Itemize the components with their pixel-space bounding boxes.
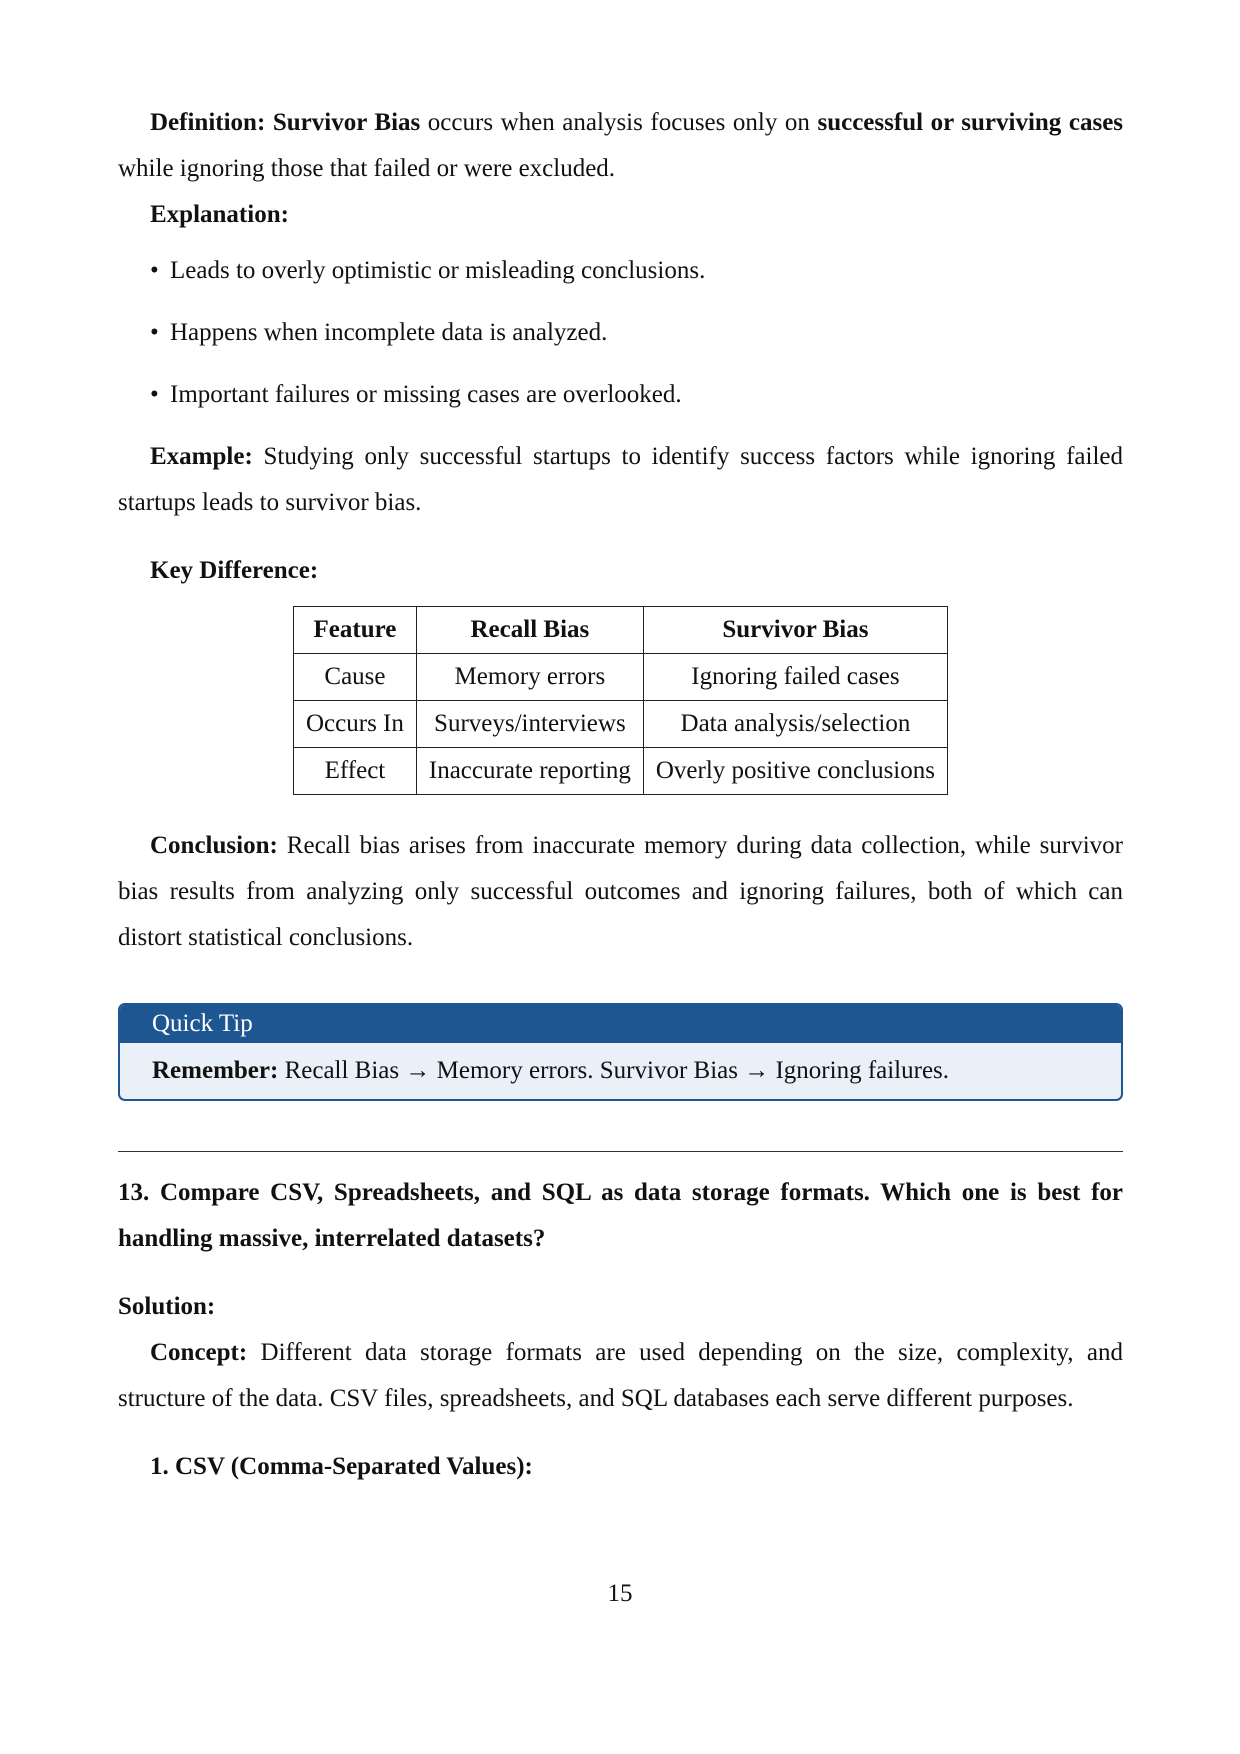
conclusion-paragraph <box>118 823 1123 961</box>
concept-text: Different data storage formats are used depending on the size, complexity, and structure of the data. CSV files, spreadsheets, and SQL databases each serve different purposes. <box>118 1339 1123 1412</box>
table-header-cell: Recall Bias <box>416 607 643 654</box>
list-item: • Leads to overly optimistic or misleading conclusions. <box>118 248 1123 294</box>
quick-tip-text: Recall Bias → Memory errors. Survivor Bias → Ignoring failures. <box>278 1057 950 1084</box>
question-heading: 13. Compare CSV, Spreadsheets, and SQL as data storage formats. Which one is best for handling massive, interrelated datasets? <box>118 1179 1123 1252</box>
explanation-list <box>118 248 1123 418</box>
page-number: 15 <box>607 1580 633 1607</box>
definition-bold-2: successful or surviving cases <box>817 109 1124 136</box>
table-cell: Overly positive conclusions <box>643 748 947 795</box>
table-row <box>294 701 948 748</box>
bullet-icon: • <box>150 257 159 284</box>
quick-tip-body <box>120 1043 1121 1099</box>
definition-paragraph <box>118 100 1123 192</box>
key-difference-label: Key Difference: <box>150 557 319 584</box>
explanation-heading <box>118 192 1123 238</box>
table-cell: Ignoring failed cases <box>643 654 947 701</box>
list-item: • Important failures or missing cases are overlooked. <box>118 372 1123 418</box>
definition-label: Definition: <box>150 109 266 136</box>
table-header-row <box>294 607 948 654</box>
section-divider <box>118 1151 1123 1152</box>
table-header-cell: Survivor Bias <box>643 607 947 654</box>
conclusion-text: Recall bias arises from inaccurate memory during data collection, while survivor bias results from analyzing only successful outcomes and ignoring failures, both of which can distort statistical conclusions. <box>118 832 1123 951</box>
solution-label: Solution: <box>118 1293 216 1320</box>
example-paragraph <box>118 434 1123 526</box>
list-item: • Happens when incomplete data is analyzed. <box>118 310 1123 356</box>
table-header-cell: Feature <box>294 607 417 654</box>
table-row <box>294 748 948 795</box>
csv-heading <box>118 1444 1123 1490</box>
page-content <box>118 100 1123 1490</box>
table-cell: Inaccurate reporting <box>416 748 643 795</box>
solution-heading <box>118 1284 1123 1330</box>
quick-tip-label: Remember: <box>152 1057 279 1084</box>
definition-text-2: while ignoring those that failed or were excluded. <box>118 155 616 182</box>
example-text: Studying only successful startups to identify success factors while ignoring failed startups leads to survivor bias. <box>118 443 1123 516</box>
conclusion-label: Conclusion: <box>150 832 278 859</box>
definition-term: Survivor Bias <box>272 109 421 136</box>
table-cell: Occurs In <box>294 701 417 748</box>
table-row <box>294 654 948 701</box>
quick-tip-box <box>118 1003 1123 1101</box>
concept-paragraph <box>118 1330 1123 1422</box>
quick-tip-title: Quick Tip <box>120 1005 1121 1043</box>
explanation-label: Explanation: <box>150 201 289 228</box>
table-cell: Surveys/interviews <box>416 701 643 748</box>
csv-heading-label: 1. CSV (Comma-Separated Values): <box>150 1453 533 1480</box>
table-cell: Cause <box>294 654 417 701</box>
definition-text-1: occurs when analysis focuses only on <box>420 109 818 136</box>
concept-label: Concept: <box>150 1339 248 1366</box>
bullet-icon: • <box>150 381 159 408</box>
table-cell: Data analysis/selection <box>643 701 947 748</box>
table-cell: Memory errors <box>416 654 643 701</box>
comparison-table <box>293 606 948 795</box>
bullet-icon: • <box>150 319 159 346</box>
table-cell: Effect <box>294 748 417 795</box>
example-label: Example: <box>150 443 253 470</box>
key-difference-heading <box>118 548 1123 594</box>
